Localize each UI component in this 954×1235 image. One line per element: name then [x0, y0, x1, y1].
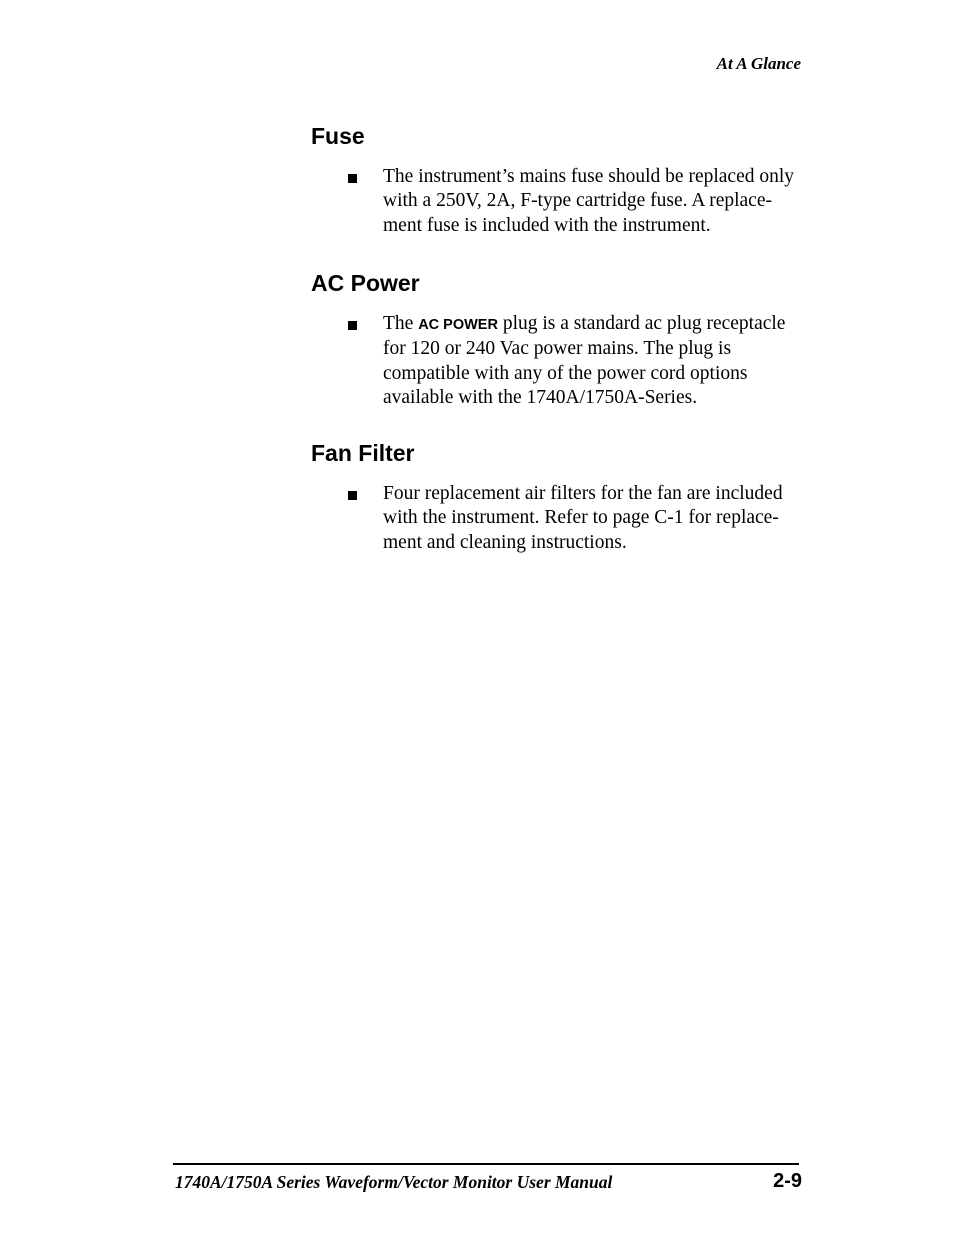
running-header: At A Glance [716, 54, 801, 73]
text-line: for 120 or 240 Vac power mains. The plug is [383, 338, 732, 360]
bullet-text [383, 482, 831, 555]
text-line: compatible with any of the power cord options [383, 362, 748, 384]
bullet-text [383, 165, 831, 238]
text-fragment: plug is a standard ac plug receptacle [497, 313, 786, 334]
footer-manual-title: 1740A/1750A Series Waveform/Vector Monitor User Manual [175, 1172, 613, 1192]
section-heading-fan-filter: Fan Filter [311, 440, 415, 466]
text-line: available with the 1740A/1750A-Series. [383, 386, 698, 408]
list-item [311, 482, 831, 555]
text-line [383, 312, 831, 337]
ac-power-label: AC POWER [418, 317, 498, 333]
page-number: 2-9 [773, 1170, 802, 1192]
section-heading-ac-power: AC Power [311, 270, 420, 296]
square-bullet-icon [348, 321, 357, 330]
text-fragment: The [383, 313, 419, 334]
bullet-text [383, 312, 831, 410]
text-line: with a 250V, 2A, F-type cartridge fuse. A replace- [383, 190, 772, 212]
section-ac-power [311, 269, 831, 410]
footer-divider [173, 1163, 799, 1165]
text-line: ment and cleaning instructions. [383, 531, 627, 553]
text-line: ment fuse is included with the instrument. [383, 214, 711, 236]
text-line: The instrument’s mains fuse should be replaced only [383, 166, 795, 187]
list-item [311, 312, 831, 410]
square-bullet-icon [348, 491, 357, 500]
section-fuse [311, 122, 831, 238]
text-line: Four replacement air filters for the fan are included [383, 483, 783, 504]
section-fan-filter [311, 439, 831, 555]
square-bullet-icon [348, 174, 357, 183]
list-item [311, 165, 831, 238]
section-heading-fuse: Fuse [311, 123, 365, 149]
text-line: with the instrument. Refer to page C-1 for replace- [383, 507, 779, 529]
